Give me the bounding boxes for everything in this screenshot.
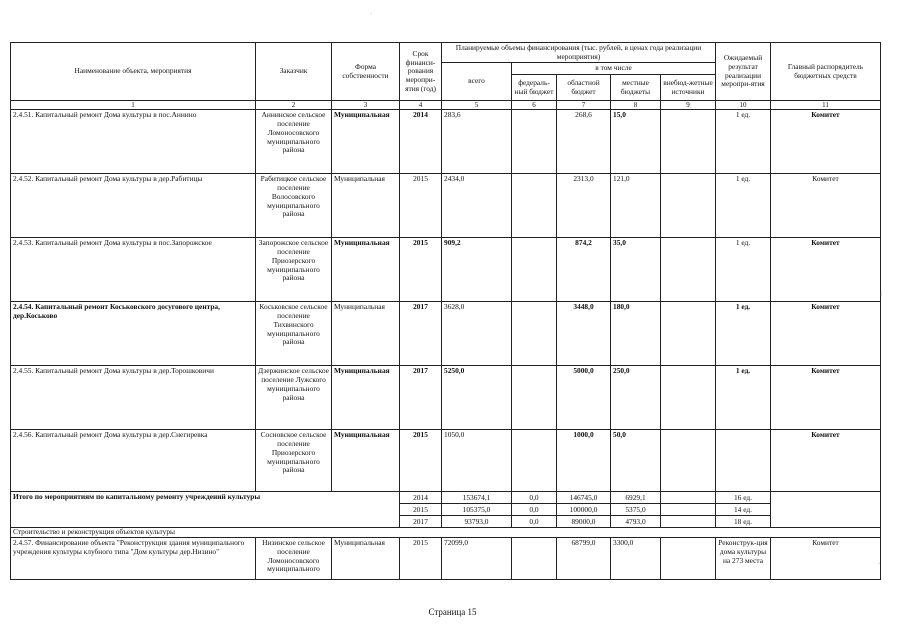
- ownership: Муниципальная: [332, 538, 400, 580]
- col-number: 1: [11, 101, 256, 110]
- summary-local: 4793,0: [611, 515, 660, 527]
- offbudget: [661, 538, 716, 580]
- regional: 2313,0: [557, 174, 611, 238]
- result: 1 ед.: [716, 174, 771, 238]
- header-name: Наименование объекта, мероприятия: [11, 43, 256, 101]
- ownership: Муниципальная: [332, 430, 400, 492]
- federal: [512, 174, 557, 238]
- summary-total: 93793,0: [442, 515, 511, 527]
- table-row: [11, 430, 881, 492]
- summary-local: 5375,0: [611, 503, 660, 515]
- manager: Комитет: [771, 174, 881, 238]
- section-title: Строительство и реконструкция объектов культуры: [11, 528, 881, 538]
- table-row: [11, 538, 881, 580]
- summary-federal: 0,0: [529, 492, 539, 502]
- summary-manager: [771, 492, 881, 528]
- object-name: 2.4.57. Финансирование объекта "Реконструкция здания муниципального учреждения культуры клубного типа "Дом культуры дер.Низино": [11, 538, 256, 580]
- customer: Сосновское сельское поселение Приозерского муниципального района: [256, 430, 332, 492]
- ownership: Муниципальная: [332, 366, 400, 430]
- summary-result: 16 ед.: [733, 492, 753, 502]
- regional: 3448,0: [557, 302, 611, 366]
- federal: [512, 538, 557, 580]
- section-row: [11, 528, 881, 538]
- header-term: Срок финанси-рования меропри-ятия (год): [400, 43, 442, 101]
- summary-regional-cell: [557, 492, 611, 528]
- summary-result: 14 ед.: [716, 503, 770, 515]
- result: 1 ед.: [716, 110, 771, 174]
- local: 15,0: [611, 110, 661, 174]
- header-total: всего: [442, 63, 512, 101]
- total: 283,6: [442, 110, 512, 174]
- total: 1050,0: [442, 430, 512, 492]
- object-name: 2.4.51. Капитальный ремонт Дома культуры в пос.Аннино: [11, 110, 256, 174]
- federal: [512, 110, 557, 174]
- table-row: [11, 110, 881, 174]
- summary-federal: 0,0: [512, 515, 556, 527]
- customer: Низинское сельское поселение Ломоносовского муниципального: [256, 538, 332, 580]
- summary-year-cell: [400, 492, 442, 528]
- summary-year: 2015: [400, 503, 441, 515]
- regional: 874,2: [557, 238, 611, 302]
- regional: 1000,0: [557, 430, 611, 492]
- column-number-row: [11, 101, 881, 110]
- col-number: 8: [611, 101, 661, 110]
- offbudget: [661, 110, 716, 174]
- summary-local: 6929,1: [625, 492, 646, 502]
- manager: Комитет: [771, 538, 881, 580]
- col-number: 4: [400, 101, 442, 110]
- object-name: 2.4.55. Капитальный ремонт Дома культуры в дер.Торошковичи: [11, 366, 256, 430]
- federal: [512, 366, 557, 430]
- summary-year: 2014: [413, 492, 428, 502]
- manager: Комитет: [771, 302, 881, 366]
- scan-speck: ·: [878, 560, 881, 568]
- header-ownership: Форма собственности: [332, 43, 400, 101]
- federal: [512, 302, 557, 366]
- col-number: 10: [716, 101, 771, 110]
- header-local: местные бюджеты: [611, 75, 661, 101]
- ownership: Муниципальная: [332, 238, 400, 302]
- table-row: [11, 238, 881, 302]
- year: 2014: [400, 110, 442, 174]
- header-manager: Главный распорядитель бюджетных средств: [771, 43, 881, 101]
- result: 1 ед.: [716, 366, 771, 430]
- header-federal: федераль-ный бюджет: [512, 75, 557, 101]
- local: 35,0: [611, 238, 661, 302]
- manager: Комитет: [771, 238, 881, 302]
- year: 2015: [400, 538, 442, 580]
- col-number: 11: [771, 101, 881, 110]
- regional: 268,6: [557, 110, 611, 174]
- year: 2017: [400, 366, 442, 430]
- total: 5250,0: [442, 366, 512, 430]
- scan-speck: ·: [370, 10, 373, 18]
- header-customer: Заказчик: [256, 43, 332, 101]
- customer: Рабитицкое сельское поселение Волосовского муниципального района: [256, 174, 332, 238]
- summary-total: 153674,1: [462, 492, 491, 502]
- result: Реконструк-ция дома культуры на 273 места: [716, 538, 771, 580]
- total: 72099,0: [442, 538, 512, 580]
- summary-total-cell: [442, 492, 512, 528]
- local: 50,0: [611, 430, 661, 492]
- col-number: 6: [512, 101, 557, 110]
- offbudget: [661, 238, 716, 302]
- local: 121,0: [611, 174, 661, 238]
- customer: Дзержинское сельское поселение Лужского муниципального района: [256, 366, 332, 430]
- header-incl: в том числе: [512, 63, 716, 75]
- federal: [512, 430, 557, 492]
- scan-speck: ⁝: [880, 290, 883, 298]
- local: 250,0: [611, 366, 661, 430]
- object-name: 2.4.56. Капитальный ремонт Дома культуры в дер.Снегиревка: [11, 430, 256, 492]
- financing-table: [10, 42, 881, 580]
- ownership: Муниципальная: [332, 174, 400, 238]
- offbudget: [661, 302, 716, 366]
- object-name: 2.4.54. Капитальный ремонт Коськовского досугового центра, дер.Коськово: [11, 302, 256, 366]
- year: 2015: [400, 238, 442, 302]
- manager: Комитет: [771, 366, 881, 430]
- page-number: Страница 15: [428, 607, 477, 617]
- customer: Аннинское сельское поселение Ломоносовского муниципального района: [256, 110, 332, 174]
- result: 1 ед.: [716, 238, 771, 302]
- header-regional: областной бюджет: [557, 75, 611, 101]
- col-number: 5: [442, 101, 512, 110]
- offbudget: [661, 174, 716, 238]
- summary-total: 105375,0: [442, 503, 511, 515]
- total: 2434,0: [442, 174, 512, 238]
- col-number: 9: [661, 101, 716, 110]
- header-planned: Планируемые объемы финансирования (тыс. рублей, в ценах года реализации мероприятия): [442, 43, 716, 63]
- summary-result-cell: [716, 492, 771, 528]
- manager: Комитет: [771, 430, 881, 492]
- header-offbudget: внебюд-жетные источники: [661, 75, 716, 101]
- customer: Запорожское сельское поселение Приозерского муниципального района: [256, 238, 332, 302]
- regional: 68799,0: [557, 538, 611, 580]
- offbudget: [661, 430, 716, 492]
- summary-regional: 146745,0: [569, 492, 598, 502]
- object-name: 2.4.52. Капитальный ремонт Дома культуры в дер.Рабитицы: [11, 174, 256, 238]
- object-name: 2.4.53. Капитальный ремонт Дома культуры в пос.Запорожское: [11, 238, 256, 302]
- summary-label: Итого по мероприятиям по капитальному ремонту учреждений культуры: [11, 492, 400, 528]
- manager: Комитет: [771, 110, 881, 174]
- summary-federal: 0,0: [512, 503, 556, 515]
- customer: Коськовское сельское поселение Тихвинского муниципального района: [256, 302, 332, 366]
- summary-local-cell: [611, 492, 661, 528]
- summary-offbudget-cell: [661, 492, 716, 528]
- total: 909,2: [442, 238, 512, 302]
- result: [716, 430, 771, 492]
- summary-regional: 100000,0: [557, 503, 610, 515]
- col-number: 3: [332, 101, 400, 110]
- col-number: 7: [557, 101, 611, 110]
- summary-year: 2017: [400, 515, 441, 527]
- table-row: [11, 174, 881, 238]
- ownership: Муниципальная: [332, 302, 400, 366]
- col-number: 2: [256, 101, 332, 110]
- regional: 5000,0: [557, 366, 611, 430]
- header-result: Ожидаемый результат реализации меропри-ятия: [716, 43, 771, 101]
- federal: [512, 238, 557, 302]
- local: 180,0: [611, 302, 661, 366]
- summary-row: [11, 492, 881, 528]
- ownership: Муниципальная: [332, 110, 400, 174]
- summary-result: 18 ед.: [716, 515, 770, 527]
- result: 1 ед.: [716, 302, 771, 366]
- offbudget: [661, 366, 716, 430]
- year: 2015: [400, 174, 442, 238]
- local: 3300,0: [611, 538, 661, 580]
- table-row: [11, 302, 881, 366]
- year: 2017: [400, 302, 442, 366]
- summary-federal-cell: [512, 492, 557, 528]
- summary-regional: 89000,0: [557, 515, 610, 527]
- table-row: [11, 366, 881, 430]
- year: 2015: [400, 430, 442, 492]
- total: 3628,0: [442, 302, 512, 366]
